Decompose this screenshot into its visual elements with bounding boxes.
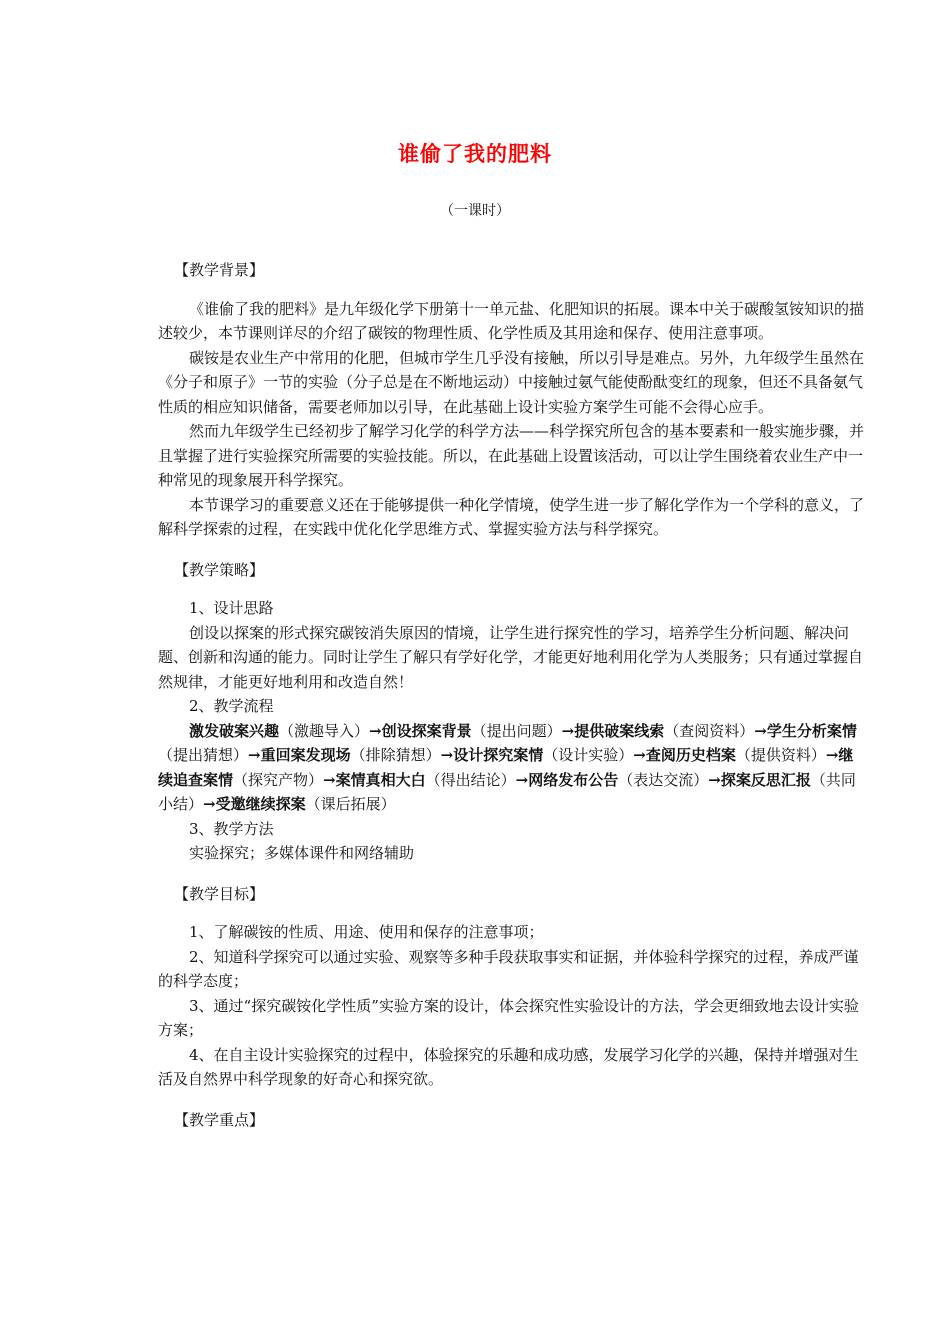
flow-step: 继续追查案情 xyxy=(158,746,854,789)
flow-step-note: （探究产物） xyxy=(233,770,324,789)
flow-step-note: （表达交流） xyxy=(618,770,709,789)
background-paragraph: 然而九年级学生已经初步了解学习化学的科学方法——科学探究所包含的基本要素和一般实施步骤，并且掌握了进行实验探究所需要的实验技能。所以，在此基础上设置该活动，可以让学生围绕着农业生产中一种常见的现象展开科学探究。 xyxy=(158,422,865,489)
flow-step: 学生分析案情 xyxy=(766,721,857,740)
flow-arrow: → xyxy=(515,770,529,789)
flow-step: 提供破案线索 xyxy=(574,721,665,740)
section-heading-goals: 【教学目标】 xyxy=(174,884,265,903)
flow-step: 案情真相大白 xyxy=(335,770,426,789)
method-heading: 3、教学方法 xyxy=(189,819,274,838)
flow-step-note: （共同小结） xyxy=(158,770,856,813)
flow-step: 查阅历史档案 xyxy=(645,746,736,764)
flow-step: 重回案发现场 xyxy=(260,746,351,764)
flow-step: 网络发布公告 xyxy=(528,770,619,789)
flow-arrow: → xyxy=(323,770,336,789)
flow-step-note: （提出问题） xyxy=(471,721,562,740)
design-text: 创设以探案的形式探究碳铵消失原因的情境，让学生进行探究性的学习，培养学生分析问题、解决问题、创新和沟通的能力。同时让学生了解只有学好化学，才能更好地利用化学为人类服务；只有通过掌握自然规律，才能更好地利用和改造自然！ xyxy=(158,623,864,691)
flow-step-note: （排除猜想） xyxy=(350,746,441,764)
flow-step: 激发破案兴趣 xyxy=(189,721,280,740)
document-title: 谁偷了我的肥料 xyxy=(398,142,552,166)
flow-arrow: → xyxy=(825,746,839,764)
teaching-flow xyxy=(158,719,864,817)
flow-step-note: （设计实验） xyxy=(543,746,634,764)
flow-heading: 2、教学流程 xyxy=(189,697,274,715)
flow-step-note: （提出猜想） xyxy=(158,746,249,764)
flow-arrow: → xyxy=(708,770,721,789)
flow-arrow: → xyxy=(440,746,454,764)
flow-step-note: （课后拓展） xyxy=(305,795,396,813)
background-paragraph: 本节课学习的重要意义还在于能够提供一种化学情境，使学生进一步了解化学作为一个学科的意义，了解科学探索的过程，在实践中优化化学思维方式、掌握实验方法与科学探究。 xyxy=(158,495,865,538)
flow-step: 探案反思汇报 xyxy=(720,770,811,789)
section-heading-strategy: 【教学策略】 xyxy=(174,560,265,579)
design-heading: 1、设计思路 xyxy=(189,599,274,617)
flow-step-note: （提供资料） xyxy=(735,746,826,764)
background-paragraph: 碳铵是农业生产中常用的化肥，但城市学生几乎没有接触，所以引导是难点。另外，九年级学生虽然在《分子和原子》一节的实验（分子总是在不断地运动）中接触过氨气能使酚酞变红的现象，但还不具备氨气性质的相应知识储备，需要老师加以引导，在此基础上设计实验方案学生可能不会得心应手。 xyxy=(158,348,865,416)
flow-step: 创设探案背景 xyxy=(381,721,472,740)
goal-item: 4、在自主设计实验探究的过程中，体验探究的乐趣和成功感，发展学习化学的兴趣，保持并增强对生活及自然界中科学现象的好奇心和探究欲。 xyxy=(158,1045,859,1088)
flow-arrow: → xyxy=(754,721,767,740)
goal-item: 1、了解碳铵的性质、用途、使用和保存的注意事项； xyxy=(189,923,544,941)
flow-step: 设计探究案情 xyxy=(453,746,544,764)
document-subtitle: （一课时） xyxy=(440,203,510,219)
flow-arrow: → xyxy=(561,721,575,740)
flow-arrow: → xyxy=(203,795,216,813)
background-paragraph: 《谁偷了我的肥料》是九年级化学下册第十一单元盐、化肥知识的拓展。课本中关于碳酸氢铵知识的描述较少，本节课则详尽的介绍了碳铵的物理性质、化学性质及其用途和保存、使用注意事项。 xyxy=(158,299,865,342)
flow-arrow: → xyxy=(248,746,261,764)
section-heading-background: 【教学背景】 xyxy=(174,261,265,279)
flow-step: 受邀继续探案 xyxy=(215,795,306,813)
document-body xyxy=(158,258,864,1132)
method-text: 实验探究；多媒体课件和网络辅助 xyxy=(189,844,415,862)
section-heading-key-points: 【教学重点】 xyxy=(174,1110,265,1129)
flow-step-note: （查阅资料） xyxy=(664,721,755,740)
flow-step-note: （得出结论） xyxy=(425,770,516,789)
goal-item: 3、通过“探究碳铵化学性质”实验方案的设计，体会探究性实验设计的方法，学会更细致地去设计实验方案； xyxy=(158,996,859,1039)
flow-arrow: → xyxy=(369,721,382,740)
goal-item: 2、知道科学探究可以通过实验、观察等多种手段获取事实和证据，并体验科学探究的过程，养成严谨的科学态度； xyxy=(158,947,859,990)
flow-step-note: （激趣导入） xyxy=(279,721,370,740)
flow-arrow: → xyxy=(633,746,646,764)
